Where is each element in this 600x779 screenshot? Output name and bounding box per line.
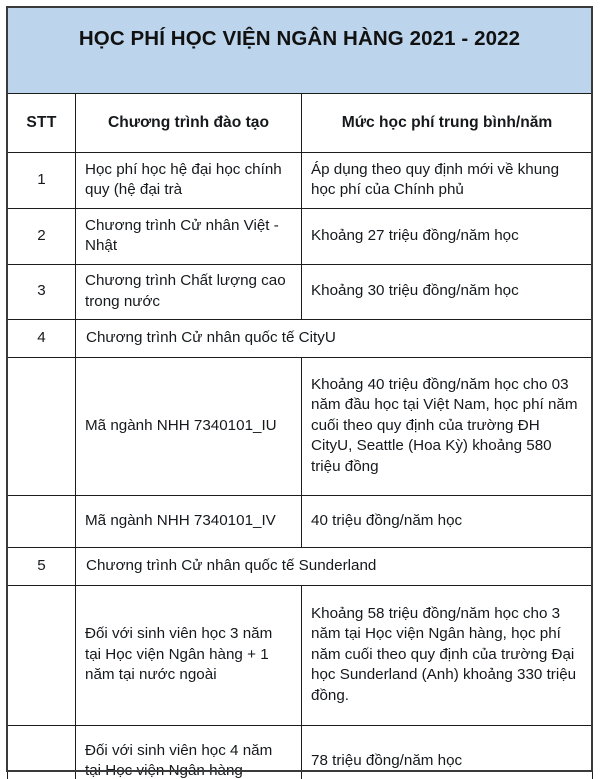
program-group-label: Chương trình Cử nhân quốc tế Sunderland — [76, 548, 593, 586]
title-banner — [7, 7, 592, 93]
row-number: 4 — [8, 320, 76, 358]
column-header-program: Chương trình đào tạo — [76, 94, 302, 153]
row-number: 5 — [8, 548, 76, 586]
program-name: Chương trình Chất lượng cao trong nước — [76, 265, 302, 320]
program-name: Đối với sinh viên học 4 năm tại Học viện Ngân hàng — [76, 726, 302, 779]
column-header-fee: Mức học phí trung bình/năm — [302, 94, 593, 153]
tuition-fee-table — [7, 93, 593, 779]
table-row — [8, 586, 593, 726]
fee-amount: 78 triệu đồng/năm học — [302, 726, 593, 779]
fee-amount: Áp dụng theo quy định mới về khung học phí của Chính phủ — [302, 153, 593, 209]
program-name: Học phí học hệ đại học chính quy (hệ đại trà — [76, 153, 302, 209]
program-name: Đối với sinh viên học 3 năm tại Học viện Ngân hàng + 1 năm tại nước ngoài — [76, 586, 302, 726]
row-number: 1 — [8, 153, 76, 209]
page-title: HỌC PHÍ HỌC VIỆN NGÂN HÀNG 2021 - 2022 — [78, 27, 521, 50]
table-group-row — [8, 548, 593, 586]
row-number — [8, 496, 76, 548]
table-row — [8, 358, 593, 496]
table-row — [8, 153, 593, 209]
program-name: Mã ngành NHH 7340101_IV — [76, 496, 302, 548]
table-row — [8, 726, 593, 779]
table-group-row — [8, 320, 593, 358]
table-row — [8, 496, 593, 548]
row-number — [8, 358, 76, 496]
row-number: 2 — [8, 209, 76, 265]
fee-amount: Khoảng 27 triệu đồng/năm học — [302, 209, 593, 265]
table-row — [8, 265, 593, 320]
table-row — [8, 209, 593, 265]
column-header-stt: STT — [8, 94, 76, 153]
program-group-label: Chương trình Cử nhân quốc tế CityU — [76, 320, 593, 358]
fee-table-container — [7, 93, 592, 779]
fee-amount: 40 triệu đồng/năm học — [302, 496, 593, 548]
fee-amount: Khoảng 40 triệu đồng/năm học cho 03 năm đầu học tại Việt Nam, học phí năm cuối theo quy định của trường ĐH CityU, Seattle (Hoa Kỳ) khoảng 580 triệu đồng — [302, 358, 593, 496]
table-header-row — [8, 94, 593, 153]
row-number — [8, 586, 76, 726]
program-name: Mã ngành NHH 7340101_IU — [76, 358, 302, 496]
fee-amount: Khoảng 30 triệu đồng/năm học — [302, 265, 593, 320]
program-name: Chương trình Cử nhân Việt - Nhật — [76, 209, 302, 265]
row-number: 3 — [8, 265, 76, 320]
row-number — [8, 726, 76, 779]
fee-amount: Khoảng 58 triệu đồng/năm học cho 3 năm tại Học viện Ngân hàng, học phí năm cuối theo quy định của trường Đại học Sunderland (Anh) khoảng 330 triệu đồng. — [302, 586, 593, 726]
